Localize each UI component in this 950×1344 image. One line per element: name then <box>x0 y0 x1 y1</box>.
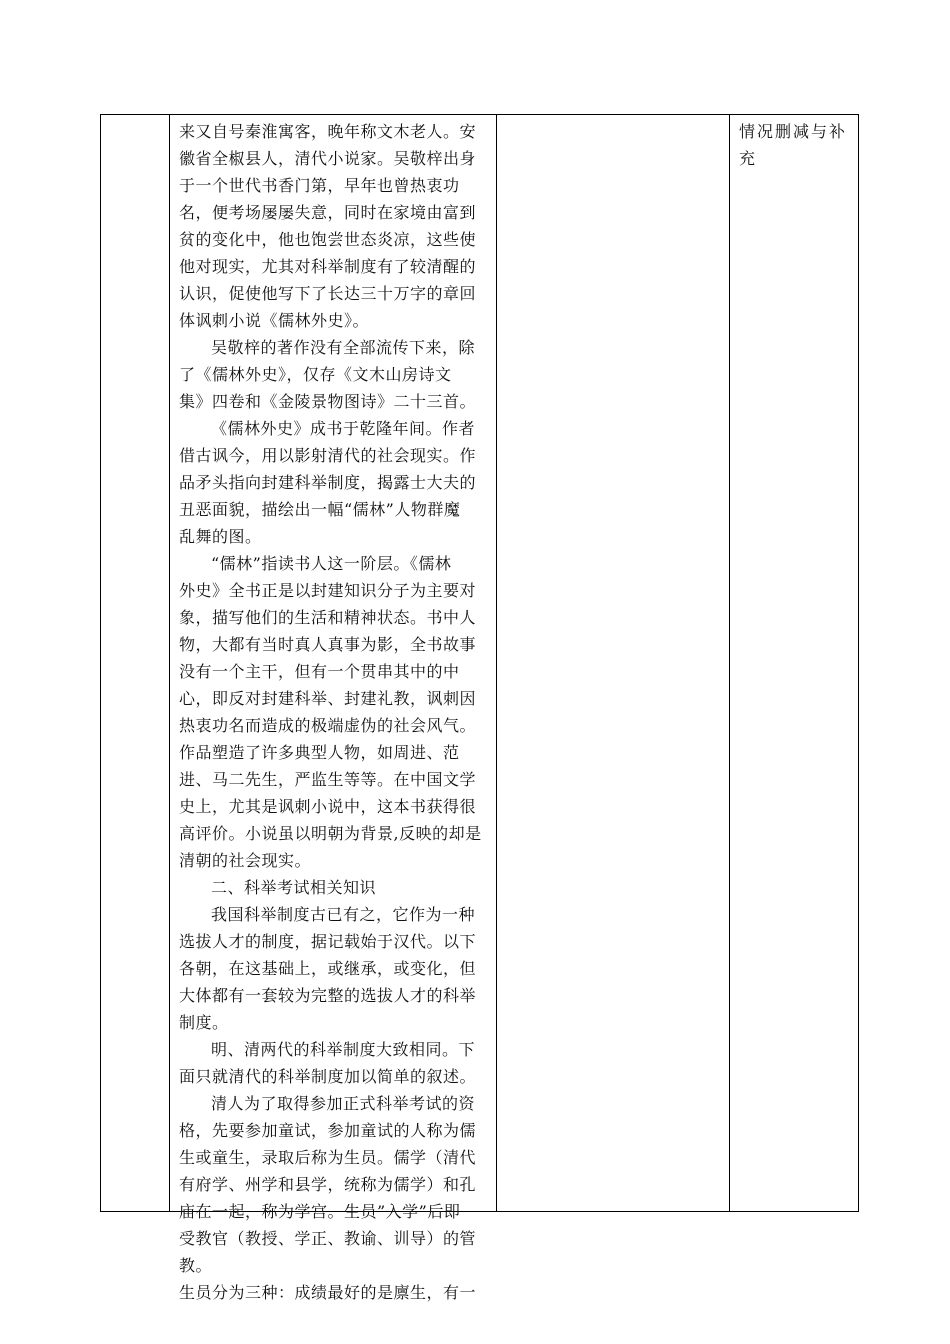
text-line: 心，即反对封建科举、封建礼教，讽刺因 <box>179 689 477 708</box>
text-line: 于一个世代书香门第，早年也曾热衷功 <box>179 176 460 195</box>
text-line: 有府学、州学和县学，统称为儒学）和孔 <box>179 1175 477 1194</box>
text-line: 教。 <box>179 1256 213 1275</box>
text-line: 生或童生，录取后称为生员。儒学（清代 <box>179 1148 477 1167</box>
text-line: 进、马二先生，严监生等等。在中国文学 <box>179 770 477 789</box>
text-line: 制度。 <box>179 1013 229 1032</box>
text-line: 体讽刺小说《儒林外史》。 <box>179 311 370 330</box>
text-line: 各朝，在这基础上，或继承，或变化，但 <box>179 959 477 978</box>
text-line: 大体都有一套较为完整的选拔人才的科举 <box>179 986 477 1005</box>
text-line: 受教官（教授、学正、教谕、训导）的管 <box>179 1229 477 1248</box>
text-line: 面只就清代的科举制度加以简单的叙述。 <box>179 1067 477 1086</box>
text-line: 名，便考场屡屡失意，同时在家境由富到 <box>179 203 477 222</box>
text-line: 作品塑造了许多典型人物，如周进、范 <box>179 743 460 762</box>
text-line: 情况删减与补 <box>739 122 848 141</box>
column-divider-2 <box>496 115 497 1211</box>
text-line: 史上，尤其是讽刺小说中，这本书获得很 <box>179 797 477 816</box>
text-line: 我国科举制度古已有之，它作为一种 <box>211 905 476 924</box>
text-line: 庙在一起，称为学宫。生员”入学”后即 <box>179 1202 461 1221</box>
text-line: 丑恶面貌，描绘出一幅“儒林”人物群魔 <box>179 500 461 519</box>
text-line: “儒林”指读书人这一阶层。《儒林 <box>211 554 452 573</box>
text-line: 没有一个主干，但有一个贯串其中的中 <box>179 662 460 681</box>
text-line: 徽省全椒县人，清代小说家。吴敬梓出身 <box>179 149 477 168</box>
text-line: 清朝的社会现实。 <box>179 851 312 870</box>
text-line: 象，描写他们的生活和精神状态。书中人 <box>179 608 477 627</box>
text-line: 他对现实，尤其对科举制度有了较清醒的 <box>179 257 477 276</box>
text-line: 充 <box>739 149 758 168</box>
text-line: 来又自号秦淮寓客，晚年称文木老人。安 <box>179 122 477 141</box>
text-line: 物，大都有当时真人真事为影，全书故事 <box>179 635 477 654</box>
text-line: 集》四卷和《金陵景物图诗》二十三首。 <box>179 392 477 411</box>
text-line: 生员分为三种：成绩最好的是廪生，有一 <box>179 1283 477 1302</box>
text-line: 贫的变化中，他也饱尝世态炎凉，这些使 <box>179 230 477 249</box>
text-line: 品矛头指向封建科举制度，揭露士大夫的 <box>179 473 477 492</box>
text-line: 高评价。小说虽以明朝为背景,反映的却是 <box>179 824 482 843</box>
text-line: 《儒林外史》成书于乾隆年间。作者 <box>211 419 476 438</box>
text-line: 外史》全书正是以封建知识分子为主要对 <box>179 581 477 600</box>
text-line: 热衷功名而造成的极端虚伪的社会风气。 <box>179 716 477 735</box>
column-divider-3 <box>729 115 730 1211</box>
text-line: 格，先要参加童试，参加童试的人称为儒 <box>179 1121 477 1140</box>
text-line: 乱舞的图。 <box>179 527 262 546</box>
text-line: 清人为了取得参加正式科举考试的资 <box>211 1094 476 1113</box>
content-cell <box>179 118 491 1306</box>
text-line: 借古讽今，用以影射清代的社会现实。作 <box>179 446 477 465</box>
text-line: 明、清两代的科举制度大致相同。下 <box>211 1040 476 1059</box>
text-line: 二、科举考试相关知识 <box>211 878 377 897</box>
text-line: 认识，促使他写下了长达三十万字的章回 <box>179 284 477 303</box>
lesson-table <box>100 114 859 1302</box>
notes-cell <box>739 118 857 172</box>
text-line: 选拔人才的制度，据记载始于汉代。以下 <box>179 932 477 951</box>
column-divider-1 <box>169 115 170 1211</box>
text-line: 了《儒林外史》，仅存《文木山房诗文 <box>179 365 452 384</box>
text-line: 吴敬梓的著作没有全部流传下来，除 <box>211 338 476 357</box>
